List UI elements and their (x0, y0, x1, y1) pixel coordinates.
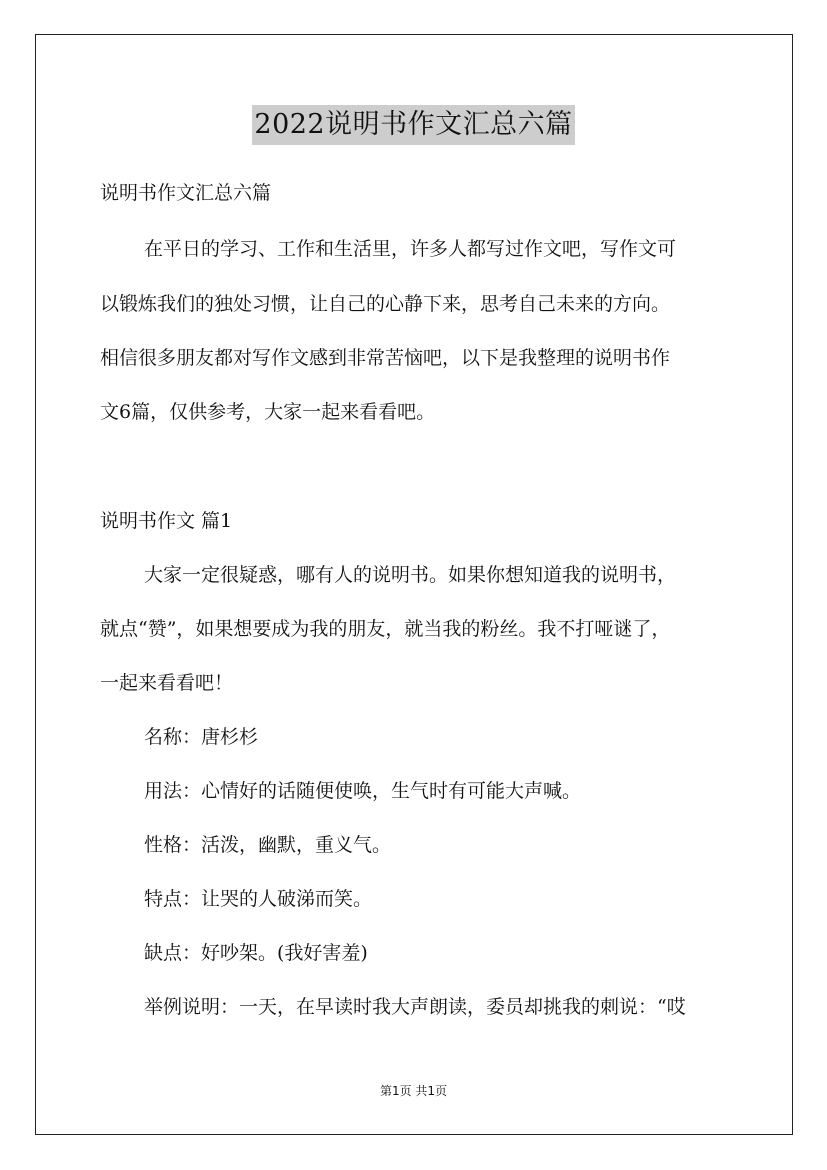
section-intro-line-1: 大家一定很疑惑，哪有人的说明书。如果你想知道我的说明书， (144, 564, 677, 586)
page-footer: 第1页 共1页 (379, 1084, 448, 1098)
intro-line-1: 在平日的学习、工作和生活里，许多人都写过作文吧，写作文可 (144, 238, 677, 260)
intro-line-4: 文6篇，仅供参考，大家一起来看看吧。 (100, 401, 436, 423)
item-example: 举例说明：一天，在早读时我大声朗读，委员却挑我的刺说：“哎 (144, 996, 686, 1018)
intro-line-2: 以锻炼我们的独处习惯，让自己的心静下来，思考自己未来的方向。 (100, 293, 671, 315)
section-intro-line-2: 就点“赞”，如果想要成为我的朋友，就当我的粉丝。我不打哑谜了， (100, 618, 671, 640)
item-name: 名称：唐杉杉 (144, 726, 259, 748)
intro-line-3: 相信很多朋友都对写作文感到非常苦恼吧，以下是我整理的说明书作 (100, 347, 671, 369)
document-title-text: 2022说明书作文汇总六篇 (252, 105, 574, 145)
item-features: 特点：让哭的人破涕而笑。 (144, 888, 373, 910)
item-drawbacks: 缺点：好吵架。(我好害羞) (144, 942, 368, 964)
document-title (0, 103, 827, 145)
item-usage: 用法：心情好的话随便使唤，生气时有可能大声喊。 (144, 780, 582, 802)
section-heading: 说明书作文 篇1 (100, 510, 233, 532)
section-intro-line-3: 一起来看看吧！ (100, 672, 234, 694)
item-personality: 性格：活泼，幽默，重义气。 (144, 834, 392, 856)
document-subtitle: 说明书作文汇总六篇 (100, 182, 272, 204)
